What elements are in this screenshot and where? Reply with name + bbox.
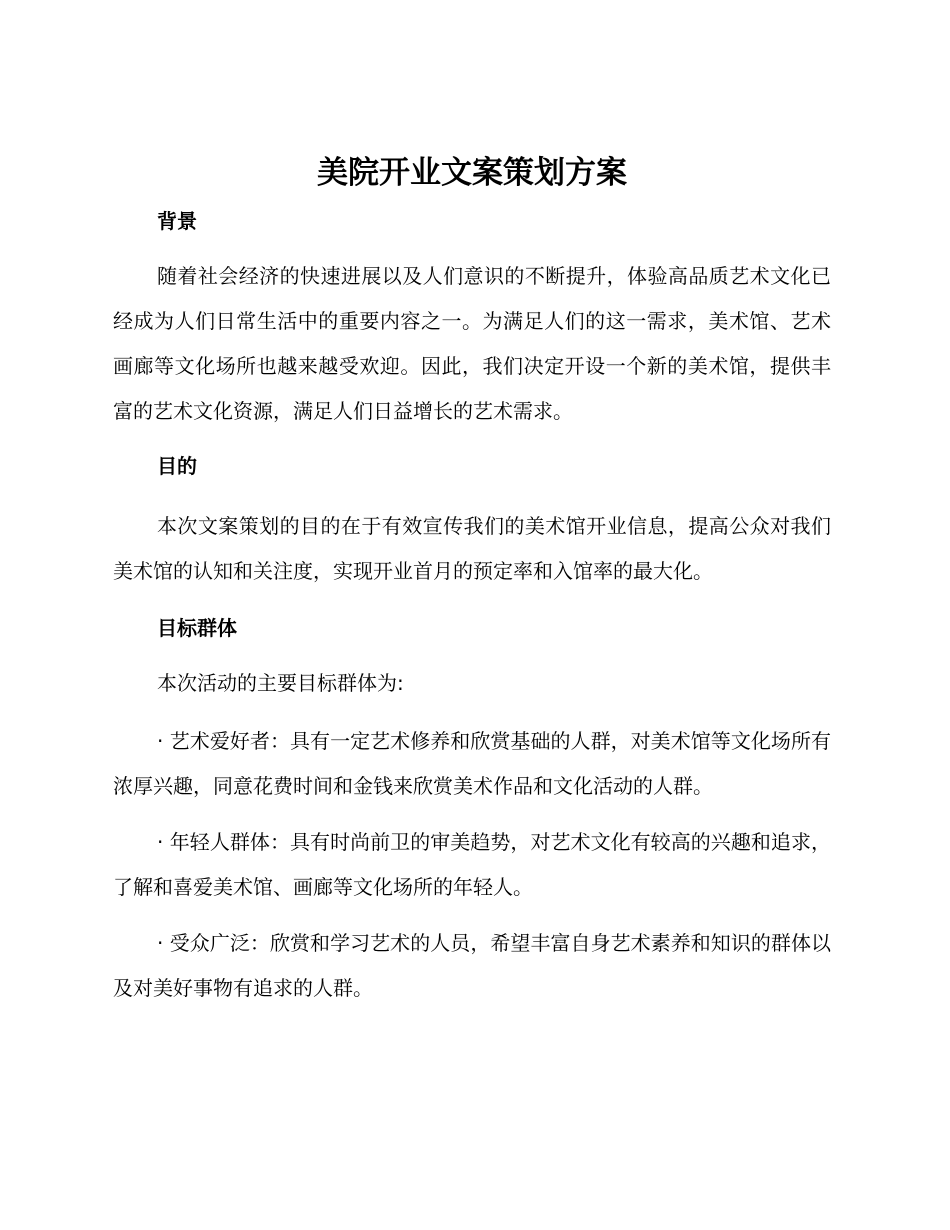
document-page: [113, 150, 831, 1011]
purpose-paragraph: 本次文案策划的目的在于有效宣传我们的美术馆开业信息，提高公众对我们美术馆的认知和关注度，实现开业首月的预定率和入馆率的最大化。: [113, 514, 831, 583]
section-heading-background: 背景: [157, 209, 197, 233]
bullet-item-art-lovers: · 艺术爱好者：具有一定艺术修养和欣赏基础的人群，对美术馆等文化场所有浓厚兴趣，同意花费时间和金钱来欣赏美术作品和文化活动的人群。: [113, 729, 831, 798]
section-heading-target-audience: 目标群体: [157, 616, 237, 640]
section-purpose: [113, 451, 831, 594]
background-paragraph: 随着社会经济的快速进展以及人们意识的不断提升，体验高品质艺术文化已经成为人们日常生活中的重要内容之一。为满足人们的这一需求，美术馆、艺术画廊等文化场所也越来越受欢迎。因此，我们决定开设一个新的美术馆，提供丰富的艺术文化资源，满足人们日益增长的艺术需求。: [113, 264, 831, 423]
section-heading-purpose: 目的: [157, 454, 197, 478]
bullet-item-broad-audience: · 受众广泛：欣赏和学习艺术的人员，希望丰富自身艺术素养和知识的群体以及对美好事物有追求的人群。: [113, 931, 831, 1000]
target-audience-intro: 本次活动的主要目标群体为:: [157, 671, 404, 695]
document-title: 美院开业文案策划方案: [317, 155, 627, 191]
section-target-audience: [113, 613, 831, 1011]
section-background: [113, 206, 831, 434]
bullet-item-young-people: · 年轻人群体：具有时尚前卫的审美趋势，对艺术文化有较高的兴趣和追求，了解和喜爱美术馆、画廊等文化场所的年轻人。: [113, 830, 831, 899]
